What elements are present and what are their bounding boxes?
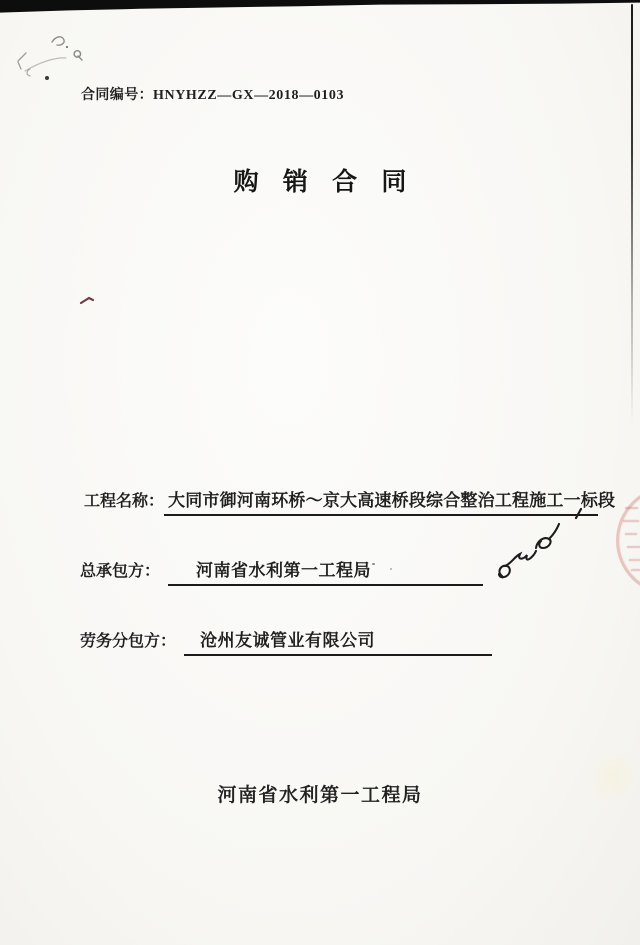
scan-speck <box>372 563 375 565</box>
handwritten-pen-scribble <box>488 502 588 587</box>
contract-number-label: 合同编号： <box>81 88 153 103</box>
contract-number-value: HNYHZZ—GX—2018—0103 <box>153 88 345 103</box>
red-seal-text-marks <box>618 500 640 580</box>
scan-edge-right-line <box>631 4 633 424</box>
general-contractor-label: 总承包方： <box>80 563 161 580</box>
scan-speck <box>390 568 392 570</box>
field-row-labor-subcontractor <box>80 626 492 656</box>
contract-number-line <box>81 84 344 104</box>
small-tick-mark <box>78 293 96 307</box>
scan-smudge <box>583 745 640 807</box>
labor-subcontractor-value: 沧州友诚管业有限公司 <box>184 626 492 656</box>
field-row-general-contractor <box>80 556 483 586</box>
scan-edge-top <box>0 0 640 16</box>
footer-organization-name: 河南省水利第一工程局 <box>217 785 423 806</box>
general-contractor-value: 河南省水利第一工程局 <box>168 556 483 586</box>
project-name-value: 大同市御河南环桥～京大高速桥段综合整治工程施工一标段 <box>164 486 598 516</box>
labor-subcontractor-label: 劳务分包方： <box>80 633 177 650</box>
page-title: 购 销 合 同 <box>233 169 416 196</box>
project-name-label: 工程名称： <box>84 493 165 510</box>
